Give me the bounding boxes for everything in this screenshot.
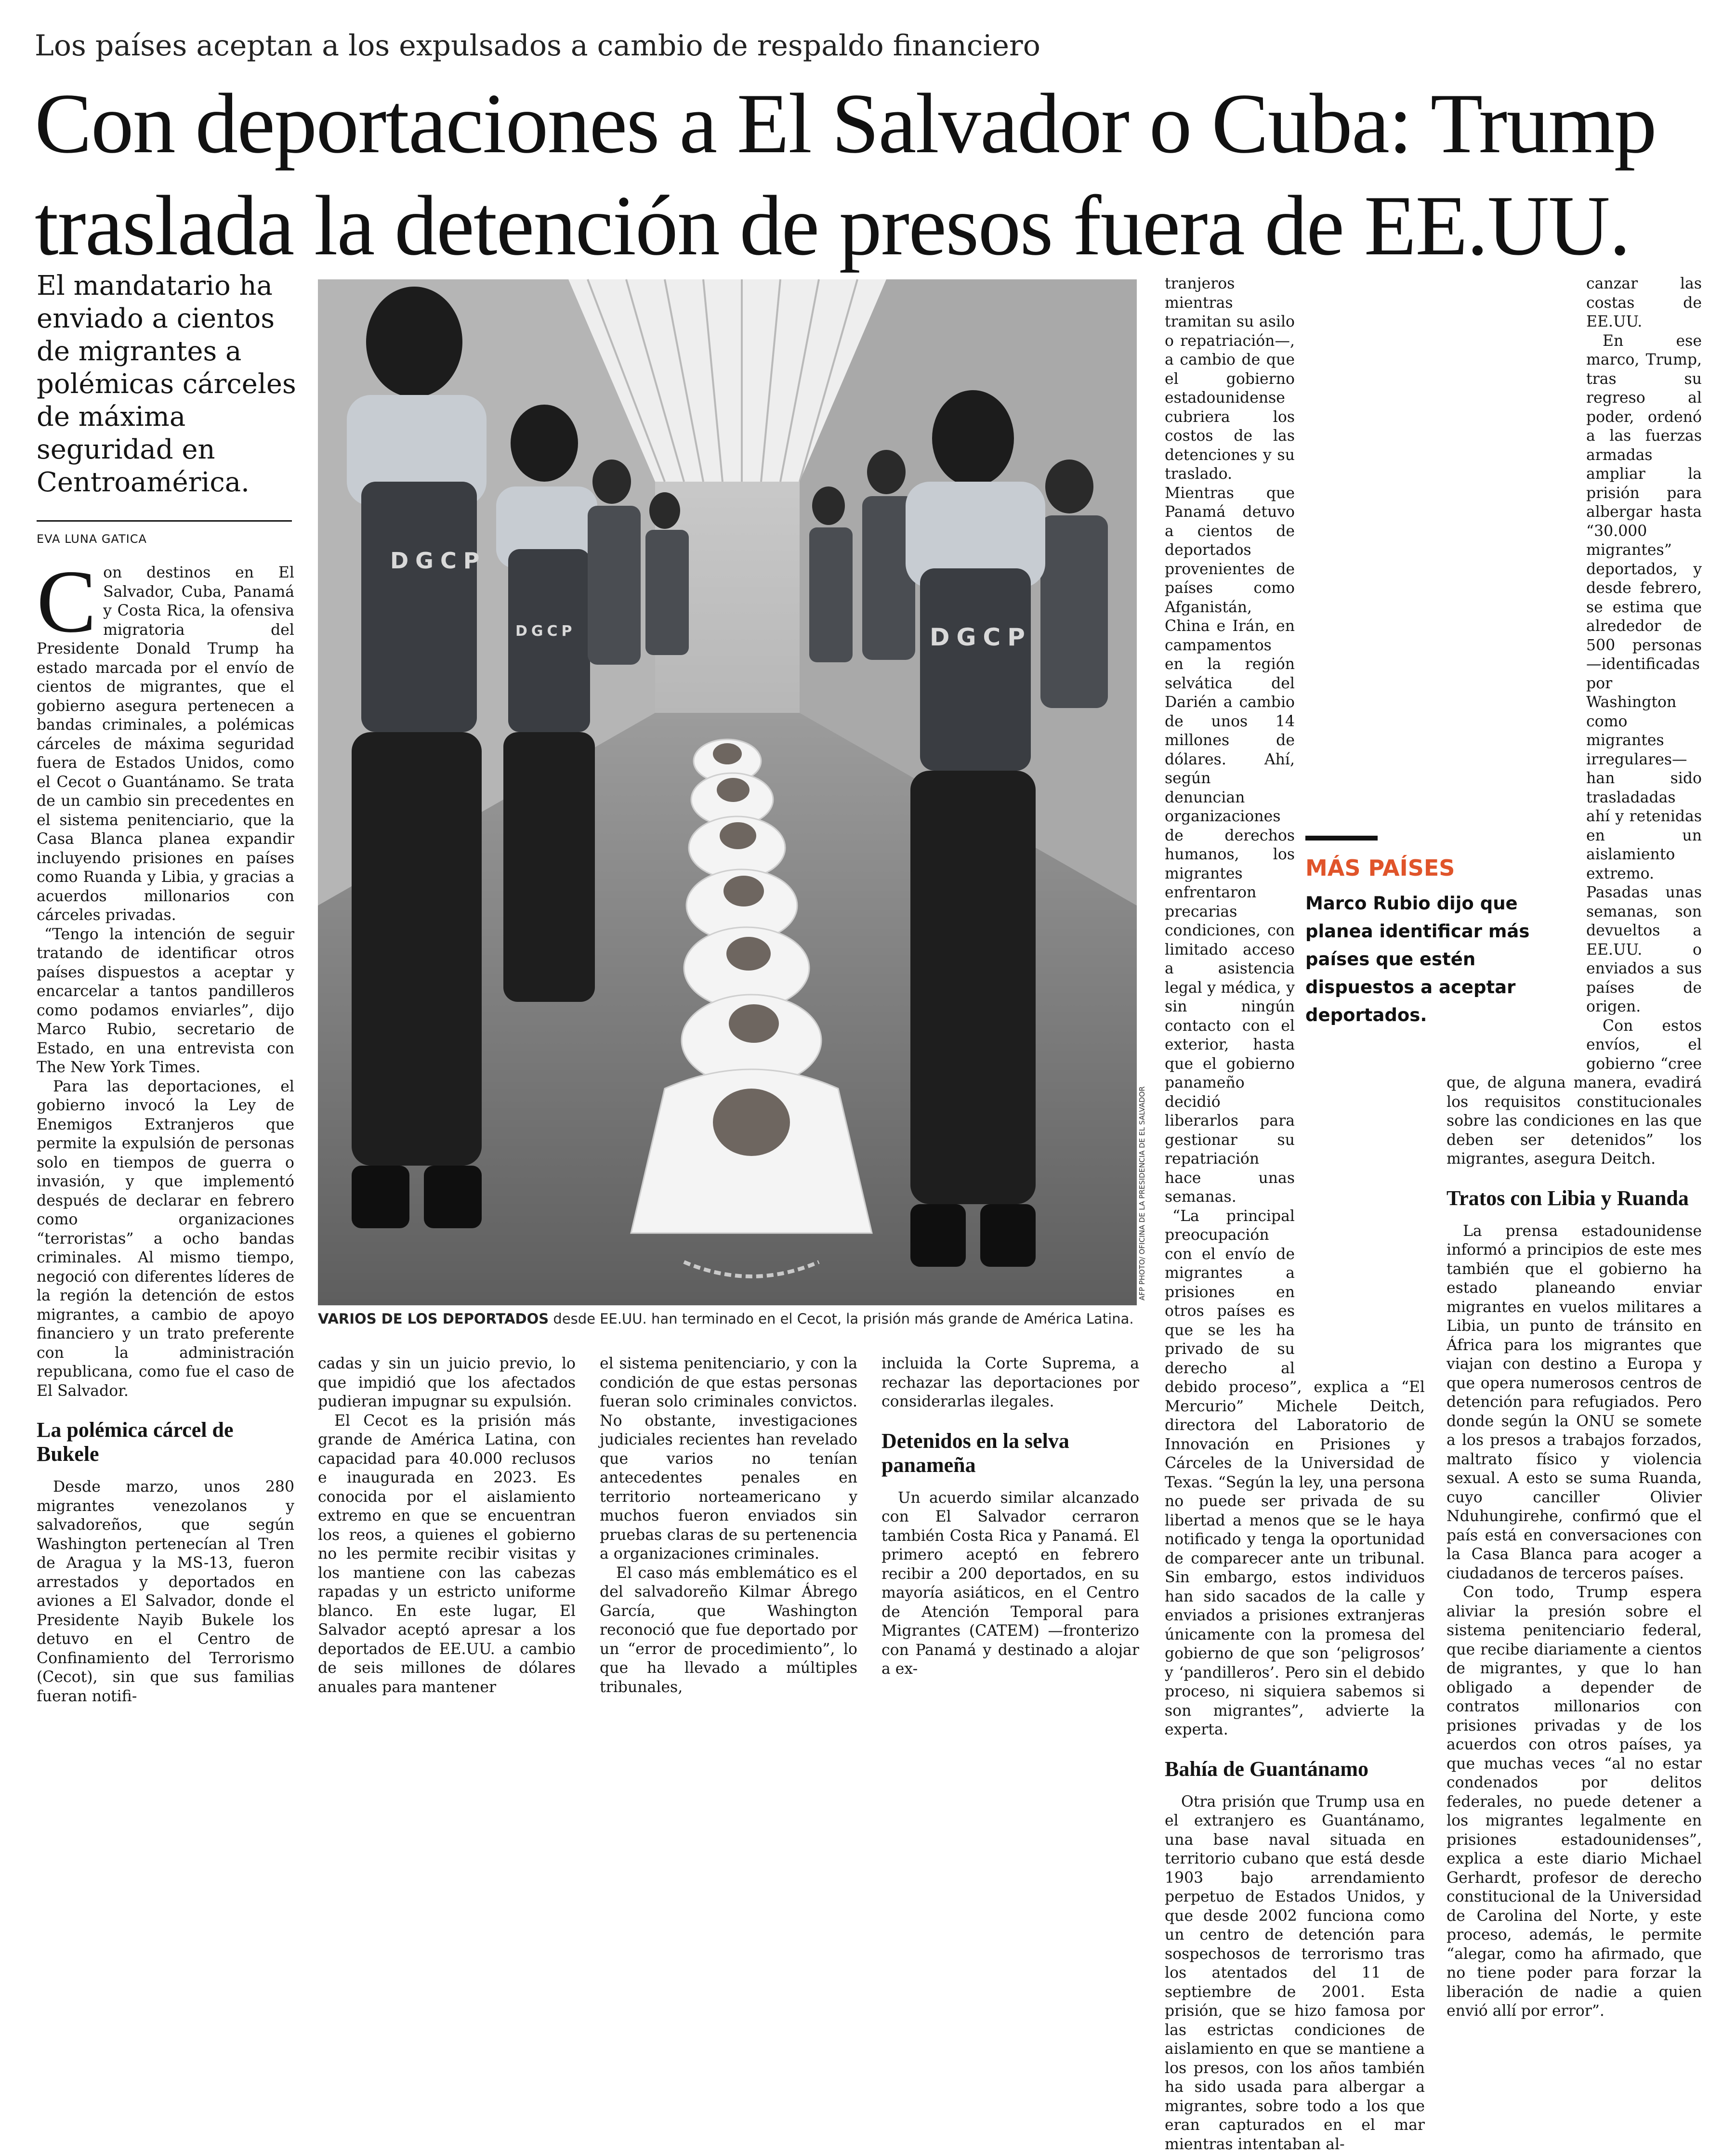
subheading: Bahía de Guantánamo xyxy=(1165,1757,1425,1781)
callout-mas-paises xyxy=(1301,836,1561,1039)
paragraph: “Tengo la intención de seguir tratando de identificar otros países dispuestos a aceptar y encarcelar a tantos pandilleros como podamos enviarles”, dijo Marco Rubio, secretario de Estado, en una entrevista con The New York Times. xyxy=(37,925,294,1077)
photo-prison-deportees xyxy=(318,279,1137,1305)
guard-left xyxy=(347,287,487,1228)
guard-left-2 xyxy=(496,405,597,1002)
paragraph: “La principal preocupación con el envío de migrantes a prisiones en otros países es que se les ha privado de su derecho al debido proceso”, explica a “El Mercurio” Michele Deitch, directora del Laboratorio de Innovación en Prisiones y Cárceles de la Universidad de Texas. “Según la ley, una persona no puede ser privada de su libertad a menos que se le haya notificado y tenga la oportunidad de comparecer ante un tribunal. Sin embargo, estos individuos han sido sacados de la calle y enviados a prisiones extranjeras únicamente con la promesa del gobierno de que son ‘peligrosos’ y ‘pandilleros’. Pero sin el debido proceso, ni siquiera sabemos si son migrantes”, advierte la experta. xyxy=(1165,1207,1425,1740)
paragraph: tranjeros mientras tramitan su asilo o repatriación—, a cambio de que el gobierno estadounidense cubriera los costos de las detenciones y su traslado. Mientras que Panamá detuvo a cientos de deportados provenientes de países como Afganistán, China e Irán, en campamentos en la región selvática del Darién a cambio de unos 14 millones de dólares. Ahí, según denuncian organizaciones de derechos humanos, los migrantes enfrentaron precarias condiciones, con limitado acceso a asistencia legal y médica, y sin ningún contacto con el exterior, hasta que el gobierno panameño decidió liberarlos para gestionar su repatriación hace unas semanas. xyxy=(1165,275,1425,1207)
byline: EVA LUNA GATICA xyxy=(37,520,292,546)
photo-credit: AFP PHOTO/ OFICINA DE LA PRESIDENCIA DE EL SALVADOR xyxy=(1138,1098,1157,1300)
paragraph: La prensa estadounidense informó a principios de este mes también que el gobierno ha estado planeando enviar migrantes en vuelos militares a Libia, un punto de tránsito en África para los migrantes que viajan con destino a Europa y que opera numerosos centros de detención para refugiados. Pero donde según la ONU se somete a los presos a trabajos forzados, maltrato físico y violencia sexual. A esto se suma Ruanda, cuyo canciller Olivier Nduhungirehe, confirmó que el país está en conversaciones con la Casa Blanca para acoger a ciudadanos de terceros países. xyxy=(1447,1222,1702,1584)
text-column-1 xyxy=(37,564,294,1667)
photo-caption: VARIOS DE LOS DEPORTADOS desde EE.UU. han terminado en el Cecot, la prisión más grande de América Latina. xyxy=(318,1310,1146,1327)
paragraph: Otra prisión que Trump usa en el extranjero es Guantánamo, una base naval situada en territorio cubano que está desde 1903 bajo arrendamiento perpetuo de Estados Unidos, y que desde 2002 funciona como un centro de detención para sospechosos de terrorismo tras los atentados del 11 de septiembre de 2001. Esta prisión, que se hizo famosa por las estrictas condiciones de aislamiento en que se mantiene a los presos, con los años también ha sido usada para albergar a migrantes, sobre todo a los que eran capturados en el mar mientras intentaban al- xyxy=(1165,1793,1425,2154)
subheading: Detenidos en la selva panameña xyxy=(881,1429,1139,1477)
text-column-4 xyxy=(881,1354,1139,1668)
paragraph: En ese marco, Trump, tras su regreso al poder, ordenó a las fuerzas armadas ampliar la prisión para albergar hasta “30.000 migrantes” deportados, y desde febrero, se estima que alrededor de 500 personas —identificadas por Washington como migrantes irregulares— han sido trasladadas ahí y retenidas en un aislamiento extremo. Pasadas unas semanas, son devueltos a EE.UU. o enviados a sus países de origen. xyxy=(1447,332,1702,1017)
text-column-3 xyxy=(600,1354,857,1668)
callout-title: MÁS PAÍSES xyxy=(1305,855,1556,881)
guard-right xyxy=(906,390,1045,1267)
paragraph: el sistema penitenciario, y con la condición de que estas personas fueran solo criminales convictos. No obstante, investigaciones judiciales recientes han revelado que varios no tenían antecedentes penales en territorio norteamericano y muchos fueron enviados sin pruebas claras de su pertenencia a organizaciones criminales. xyxy=(600,1354,857,1564)
paragraph: canzar las costas de EE.UU. xyxy=(1447,275,1702,332)
article-deck: El mandatario ha enviado a cientos de migrantes a polémicas cárceles de máxima seguridad en Centroamérica. xyxy=(37,270,306,499)
photo-illustration xyxy=(318,279,1137,1305)
paragraph: cadas y sin un juicio previo, lo que impidió que los afectados pudieran impugnar su expulsión. xyxy=(318,1354,576,1412)
paragraph: El caso más emblemático es el del salvadoreño Kilmar Ábrego García, que Washington reconoció que fue deportado por un “error de procedimiento”, lo que ha llevado a múltiples tribunales, xyxy=(600,1564,857,1697)
article-kicker: Los países aceptan a los expulsados a cambio de respaldo financiero xyxy=(35,29,1040,63)
paragraph: incluida la Corte Suprema, a rechazar las deportaciones por considerarlas ilegales. xyxy=(881,1354,1139,1412)
paragraph: Con todo, Trump espera aliviar la presión sobre el sistema penitenciario federal, que recibe diariamente a cientos de migrantes, y que lo han obligado a depender de contratos millonarios con prisiones privadas y de los acuerdos con otros países, ya que muchas veces “al no estar condenados por delitos federales, no puede detener a los migrantes legalmente en prisiones estadounidenses”, explica a este diario Michael Gerhardt, profesor de derecho constitucional de la Universidad de Carolina del Norte, y este proceso, además, le permite “alegar, como ha afirmado, que no tiene poder para forzar la liberación de nadie a quien envió allí por error”. xyxy=(1447,1583,1702,2021)
vest-label-left: DGCP xyxy=(390,548,486,574)
vest-label-mid: DGCP xyxy=(515,623,576,640)
subheading: Tratos con Libia y Ruanda xyxy=(1447,1186,1702,1210)
callout-rule xyxy=(1305,836,1378,841)
paragraph: Desde marzo, unos 280 migrantes venezolanos y salvadoreños, que según Washington pertenecían al Tren de Aragua y la MS-13, fueron arrestados y deportados en aviones a El Salvador, donde el Presidente Nayib Bukele los detuvo en el Centro de Confinamiento del Terrorismo (Cecot), sin que sus familias fueran notifi- xyxy=(37,1478,294,1706)
vest-label-right: DGCP xyxy=(930,623,1032,651)
article-headline: Con deportaciones a El Salvador o Cuba: Trump traslada la detención de presos fuera de EE.UU. xyxy=(35,72,1701,276)
paragraph: Para las deportaciones, el gobierno invocó la Ley de Enemigos Extranjeros que permite la expulsión de personas solo en tiempos de guerra o invasión, y que implementó después de declarar en febrero como organizaciones “terroristas” a ocho bandas criminales. Al mismo tiempo, negoció con diferentes líderes de la región la detención de estos migrantes, a cambio de apoyo financiero y un trato preferente con la administración republicana, como fue el caso de El Salvador. xyxy=(37,1077,294,1401)
text-column-2 xyxy=(318,1354,576,1668)
paragraph: Con destinos en El Salvador, Cuba, Panamá y Costa Rica, la ofensiva migratoria del Presidente Donald Trump ha estado marcada por el envío de cientos de migrantes, que el gobierno asegura pertenecen a bandas criminales, a polémicas cárceles de máxima seguridad fuera de Estados Unidos, como el Cecot o Guantánamo. Se trata de un cambio sin precedentes en el sistema penitenciario, que la Casa Blanca planea expandir incluyendo prisiones en países como Ruanda y Libia, y gracias a acuerdos millonarios con cárceles privadas. xyxy=(37,564,294,925)
drop-cap: C xyxy=(37,565,96,638)
subheading: La polémica cárcel de Bukele xyxy=(37,1418,294,1466)
paragraph: Un acuerdo similar alcanzado con El Salvador cerraron también Costa Rica y Panamá. El primero aceptó en febrero recibir a 200 deportados, en su mayoría asiáticos, en el Centro de Atención Temporal para Migrantes (CATEM) —fronterizo con Panamá y destinado a alojar a ex- xyxy=(881,1489,1139,1679)
paragraph: El Cecot es la prisión más grande de América Latina, con capacidad para 40.000 reclusos e inaugurada en 2023. Es conocida por el aislamiento extremo en que se encuentran los reos, a quienes el gobierno no les permite recibir visitas y los mantiene con las cabezas rapadas y un estricto uniforme blanco. En este lugar, El Salvador aceptó apresar a los deportados de EE.UU. a cambio de seis millones de dólares anuales para mantener xyxy=(318,1412,576,1697)
callout-text: Marco Rubio dijo que planea identificar más países que estén dispuestos a aceptar deportados. xyxy=(1305,890,1556,1029)
paragraph: Con estos envíos, el gobierno “cree que, de alguna manera, evadirá los requisitos constitucionales sobre las condiciones en las que deben ser detenidos” los migrantes, asegura Deitch. xyxy=(1447,1017,1702,1169)
